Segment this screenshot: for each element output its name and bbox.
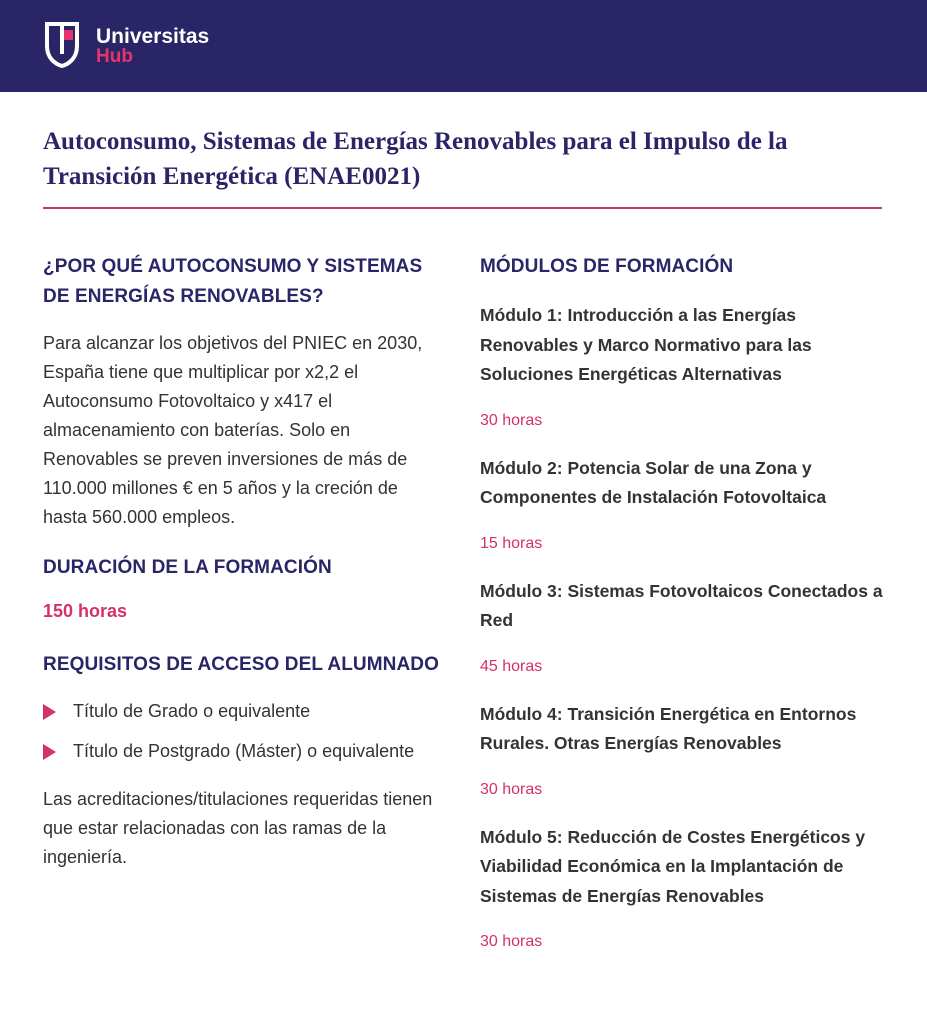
requirements-heading: REQUISITOS DE ACCESO DEL ALUMNADO xyxy=(43,654,440,675)
module-title: Módulo 2: Potencia Solar de una Zona y Componentes de Instalación Fotovoltaica xyxy=(480,457,827,507)
modules-heading: MÓDULOS DE FORMACIÓN xyxy=(480,256,734,277)
brand-subname: Hub xyxy=(96,46,133,67)
brand-logo[interactable] xyxy=(96,27,209,67)
triangle-bullet-icon xyxy=(43,704,56,720)
requirement-item xyxy=(43,697,443,726)
right-column xyxy=(480,252,895,953)
module-item xyxy=(480,823,895,954)
module-title: Módulo 3: Sistemas Fotovoltaicos Conectados a Red xyxy=(480,580,883,630)
module-item xyxy=(480,577,895,678)
requirement-text: Título de Postgrado (Máster) o equivalente xyxy=(73,741,415,761)
triangle-bullet-icon xyxy=(43,744,56,760)
module-hours: 15 horas xyxy=(480,534,543,552)
module-item xyxy=(480,454,895,555)
why-paragraph: Para alcanzar los objetivos del PNIEC en 2030, España tiene que multiplicar por x2,2 el Autoconsumo Fotovoltaico y x417 el almacenamiento con baterías. Solo en Renovables se preven inversiones de más de 110.000 millones € en 5 años y la creción de hasta 560.000 empleos. xyxy=(43,333,423,527)
module-hours: 30 horas xyxy=(480,411,543,429)
duration-value: 150 horas xyxy=(43,601,128,621)
module-title: Módulo 5: Reducción de Costes Energéticos y Viabilidad Económica en la Implantación de Sistemas de Energías Renovables xyxy=(480,826,866,906)
page-title: Autoconsumo, Sistemas de Energías Renovables para el Impulso de la Transición Energética (ENAE0021) xyxy=(43,128,788,190)
duration-heading: DURACIÓN DE LA FORMACIÓN xyxy=(43,557,332,578)
requirements-note: Las acreditaciones/titulaciones requeridas tienen que estar relacionadas con las ramas de la ingeniería. xyxy=(43,789,433,867)
module-hours: 45 horas xyxy=(480,657,543,675)
module-item xyxy=(480,301,895,432)
requirement-item xyxy=(43,737,443,766)
requirements-list xyxy=(43,697,443,766)
left-column xyxy=(43,252,443,872)
module-hours: 30 horas xyxy=(480,933,543,950)
header-bar xyxy=(0,0,927,92)
module-title: Módulo 1: Introducción a las Energías Renovables y Marco Normativo para las Soluciones Energéticas Alternativas xyxy=(480,305,812,384)
brand-name: Universitas xyxy=(96,25,210,48)
universitas-shield-icon xyxy=(44,22,80,68)
requirement-text: Título de Grado o equivalente xyxy=(73,701,311,721)
module-title: Módulo 4: Transición Energética en Entornos Rurales. Otras Energías Renovables xyxy=(480,703,857,753)
module-hours: 30 horas xyxy=(480,780,543,798)
why-heading: ¿POR QUÉ AUTOCONSUMO Y SISTEMAS DE ENERGÍAS RENOVABLES? xyxy=(43,256,423,307)
module-item xyxy=(480,700,895,801)
title-divider xyxy=(43,207,882,209)
